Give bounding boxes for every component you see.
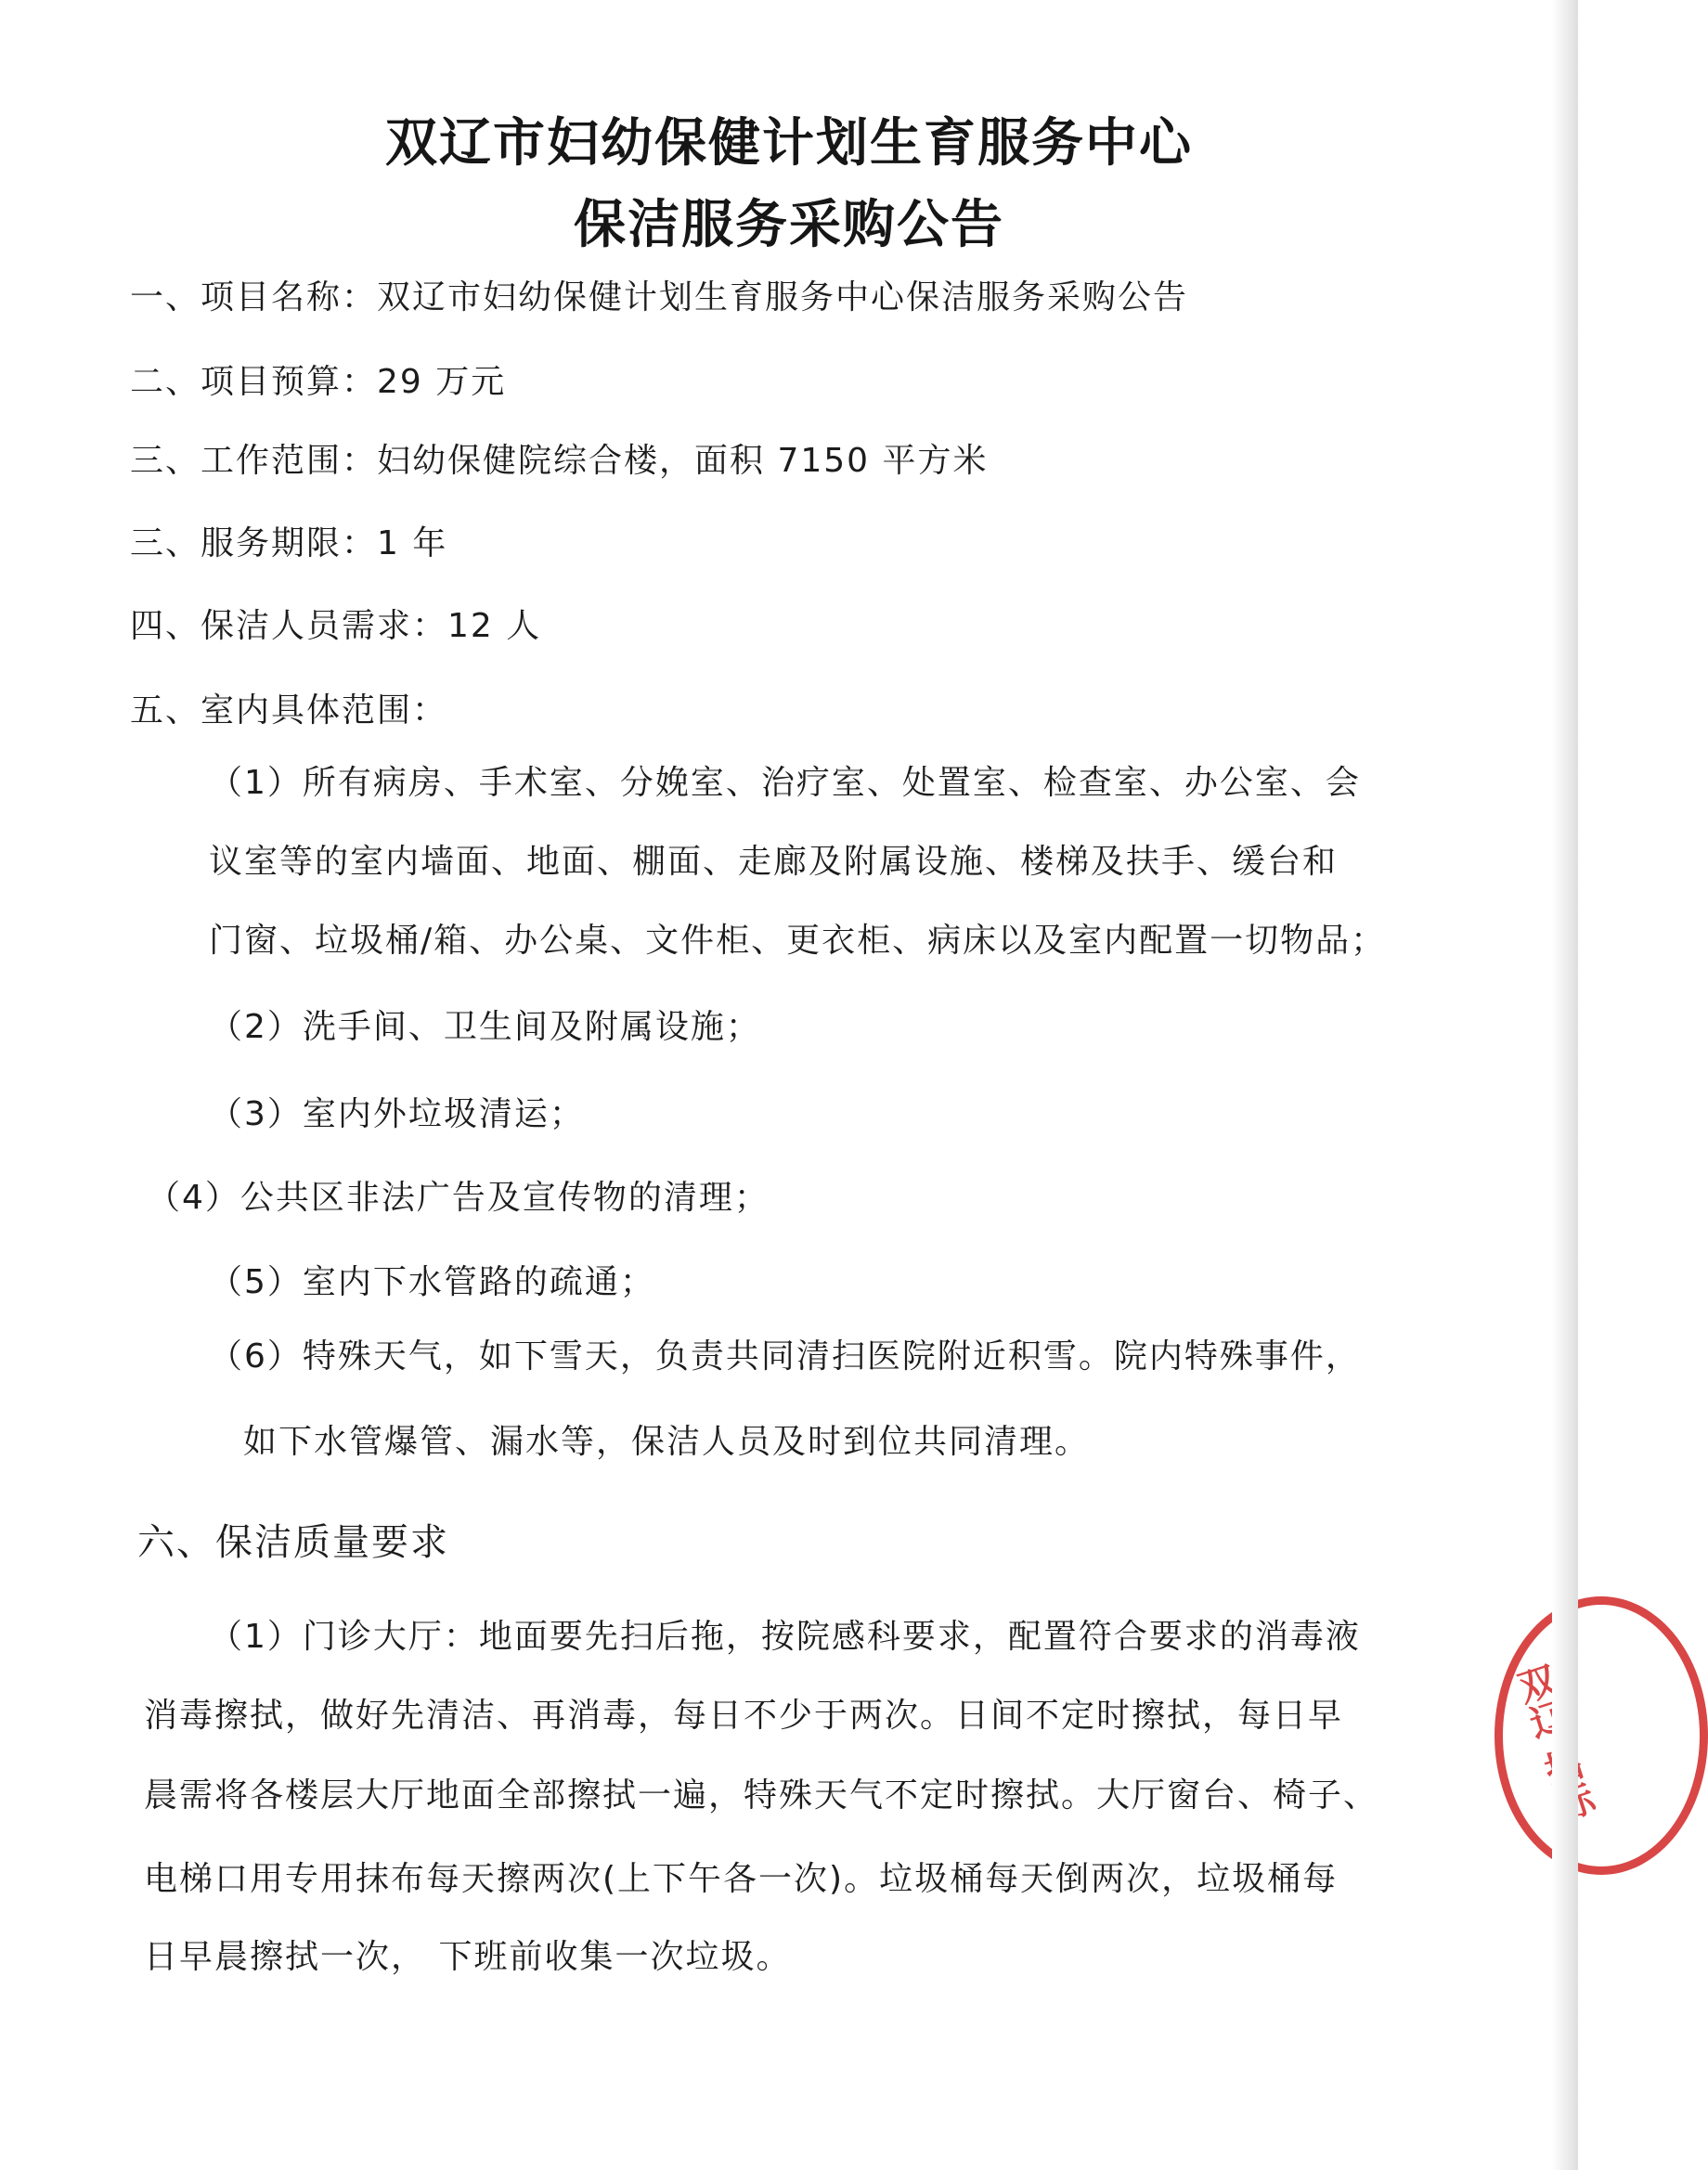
scope-item-6-line1: （6）特殊天气，如下雪天，负责共同清扫医院附近积雪。院内特殊事件， (209, 1337, 1361, 1376)
document-title-line1: 双辽市妇幼保健计划生育服务中心 (385, 113, 1193, 174)
scope-item-5: （5）室内下水管路的疏通； (209, 1263, 655, 1301)
scope-item-1-line3: 门窗、垃圾桶/箱、办公桌、文件柜、更衣柜、病床以及室内配置一切物品； (209, 922, 1387, 960)
scope-item-4: （4）公共区非法广告及宣传物的清理； (147, 1179, 770, 1217)
quality-item-1-line5: 日早晨擦拭一次， 下班前收集一次垃圾。 (144, 1938, 792, 1976)
page-edge-shadow (1552, 0, 1578, 2170)
scope-item-1-line2: 议室等的室内墙面、地面、棚面、走廊及附属设施、楼梯及扶手、缓台和 (209, 843, 1339, 881)
scope-item-1-line1: （1）所有病房、手术室、分娩室、治疗室、处置室、检查室、办公室、会 (209, 764, 1361, 802)
item-indoor-scope-heading: 五、室内具体范围： (130, 691, 448, 730)
document-title-line2: 保洁服务采购公告 (574, 195, 1004, 255)
scope-item-3: （3）室内外垃圾清运； (209, 1095, 585, 1133)
quality-item-1-line4: 电梯口用专用抹布每天擦两次(上下午各一次)。垃圾桶每天倒两次，垃圾桶每 (144, 1860, 1339, 1898)
item-service-period: 三、服务期限：1 年 (130, 524, 448, 562)
item-staff-requirement: 四、保洁人员需求：12 人 (130, 607, 542, 645)
item-budget: 二、项目预算：29 万元 (130, 363, 507, 401)
red-seal-stamp (1494, 1596, 1708, 1875)
scope-item-2: （2）洗手间、卫生间及附属设施； (209, 1008, 761, 1046)
quality-item-1-line1: （1）门诊大厅：地面要先扫后拖，按院感科要求，配置符合要求的消毒液 (209, 1618, 1361, 1656)
quality-item-1-line3: 晨需将各楼层大厅地面全部擦拭一遍，特殊天气不定时擦拭。大厅窗台、椅子、 (144, 1776, 1379, 1815)
item-project-name: 一、项目名称：双辽市妇幼保健计划生育服务中心保洁服务采购公告 (130, 278, 1189, 316)
item-work-scope: 三、工作范围：妇幼保健院综合楼，面积 7150 平方米 (130, 442, 989, 480)
scope-item-6-line2: 如下水管爆管、漏水等，保洁人员及时到位共同清理。 (243, 1423, 1091, 1461)
quality-heading: 六、保洁质量要求 (137, 1521, 449, 1564)
quality-item-1-line2: 消毒擦拭，做好先清洁、再消毒，每日不少于两次。日间不定时擦拭，每日早 (144, 1697, 1344, 1735)
